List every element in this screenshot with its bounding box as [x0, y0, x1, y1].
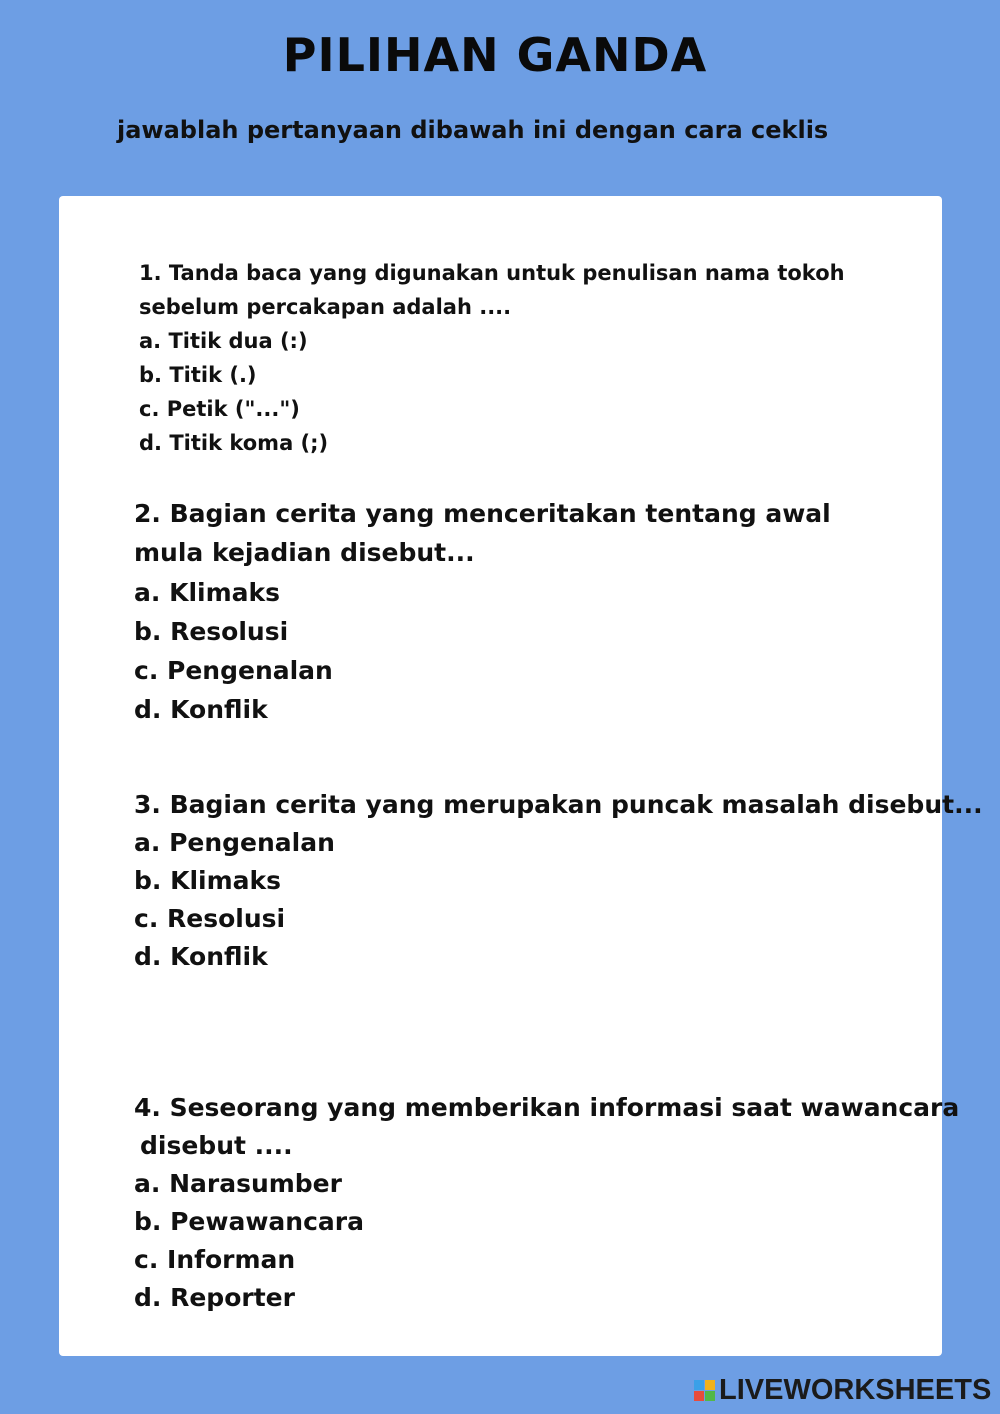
question-text: mula kejadian disebut... [134, 538, 475, 568]
answer-option-c[interactable]: c. Pengenalan [134, 656, 333, 686]
question-text: 4. Seseorang yang memberikan informasi saat wawancara [134, 1093, 960, 1122]
answer-option-d[interactable]: d. Konflik [134, 695, 268, 725]
question-text: sebelum percakapan adalah .... [139, 295, 512, 319]
question-3 [134, 786, 983, 976]
liveworksheets-brand[interactable] [694, 1374, 991, 1407]
liveworksheets-logo-icon [694, 1380, 716, 1402]
answer-option-a[interactable]: a. Klimaks [134, 577, 281, 607]
logo-square [694, 1380, 704, 1390]
question-2 [134, 494, 831, 730]
question-text: 1. Tanda baca yang digunakan untuk penulisan nama tokoh [139, 261, 845, 285]
logo-square [705, 1391, 715, 1401]
answer-option-d[interactable]: d. Reporter [134, 1283, 295, 1312]
worksheet-card [59, 196, 983, 1356]
answer-option-b[interactable]: b. Resolusi [134, 616, 289, 646]
question-text: disebut .... [140, 1131, 293, 1160]
question-text: 3. Bagian cerita yang merupakan puncak masalah disebut... [134, 790, 983, 819]
brand-name: LIVEWORKSHEETS [719, 1374, 992, 1406]
answer-option-a[interactable]: a. Titik dua (:) [139, 329, 308, 353]
page-title: PILIHAN GANDA [282, 28, 708, 82]
instructions: jawablah pertanyaan dibawah ini dengan cara ceklis [117, 116, 829, 144]
answer-option-d[interactable]: d. Konflik [134, 942, 268, 971]
question-text: 2. Bagian cerita yang menceritakan tentang awal [134, 499, 831, 528]
answer-option-c[interactable]: c. Petik ("...") [139, 397, 300, 421]
logo-square [694, 1391, 704, 1401]
answer-option-c[interactable]: c. Resolusi [134, 904, 286, 933]
answer-option-c[interactable]: c. Informan [134, 1245, 296, 1274]
answer-option-d[interactable]: d. Titik koma (;) [139, 431, 329, 455]
answer-option-a[interactable]: a. Narasumber [134, 1169, 342, 1198]
logo-square [705, 1380, 715, 1390]
answer-option-b[interactable]: b. Titik (.) [139, 363, 257, 387]
answer-option-a[interactable]: a. Pengenalan [134, 828, 335, 857]
question-1 [139, 256, 845, 460]
answer-option-b[interactable]: b. Pewawancara [134, 1207, 364, 1236]
answer-option-b[interactable]: b. Klimaks [134, 866, 282, 895]
question-4 [134, 1089, 959, 1317]
